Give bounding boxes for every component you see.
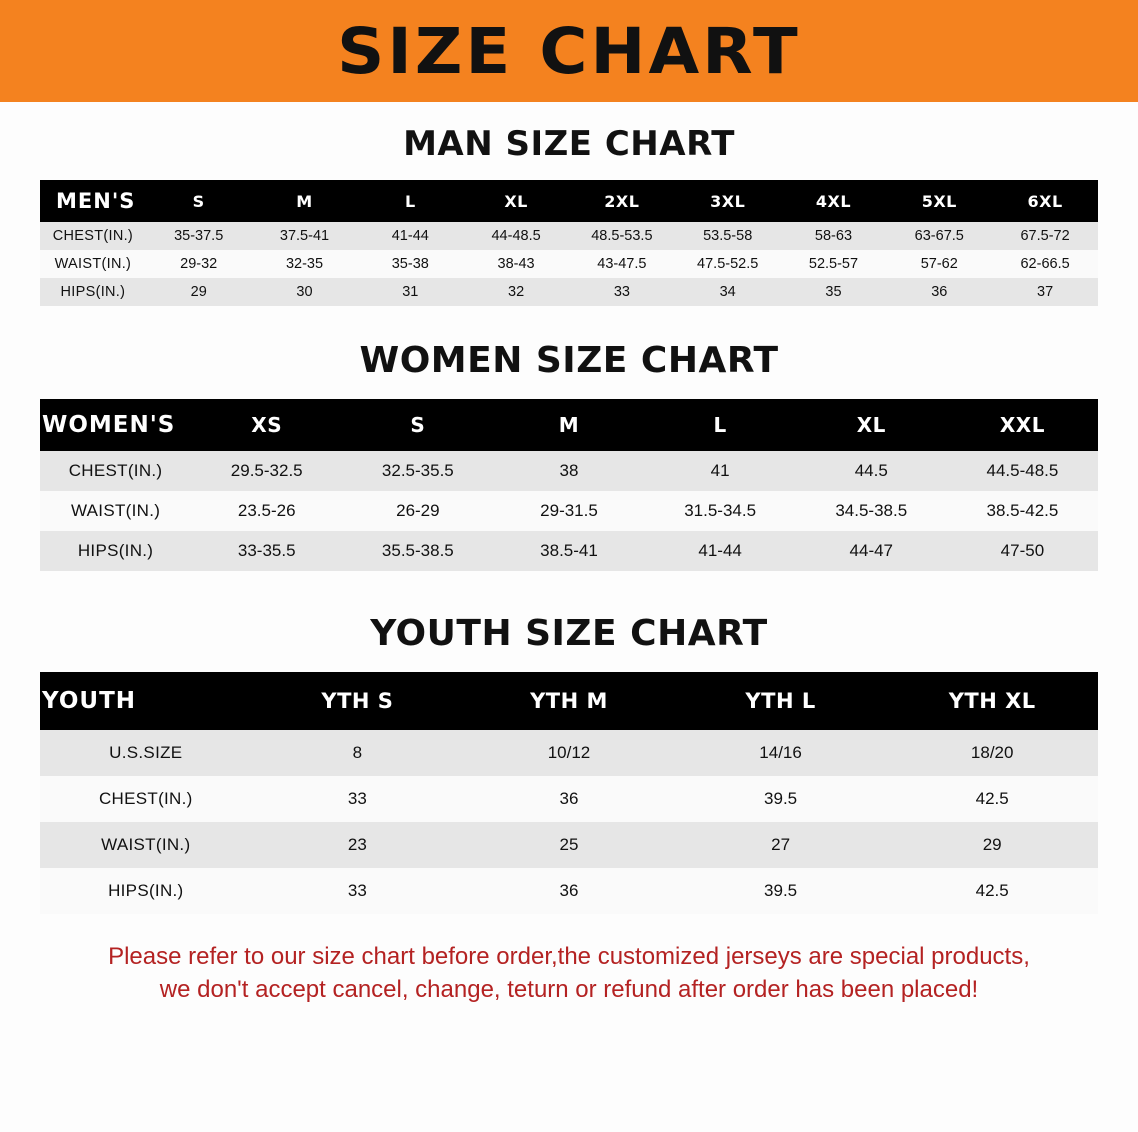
women-cell-2-4: 44-47 (849, 541, 894, 560)
women-size-table (40, 399, 1098, 571)
women-cell-1-5: 38.5-42.5 (986, 501, 1059, 520)
youth-section-heading: YOUTH SIZE CHART (370, 613, 768, 654)
women-cell-2-0: 33-35.5 (237, 541, 296, 560)
man-header-cell-4: XL (504, 191, 528, 211)
women-cell-0-4: 44.5 (854, 461, 888, 480)
man-header-cell-0: MEN'S (56, 189, 136, 213)
table-row (40, 730, 1098, 776)
man-cell-0-3: 44-48.5 (491, 228, 541, 244)
man-cell-1-3: 38-43 (497, 256, 535, 272)
youth-row-label-3: HIPS(IN.) (108, 881, 184, 900)
women-row-label-0: CHEST(IN.) (68, 461, 163, 480)
youth-cell-1-1: 36 (559, 789, 579, 808)
women-cell-1-0: 23.5-26 (237, 501, 296, 520)
man-header-cell-3: L (404, 191, 416, 211)
table-row (40, 222, 1098, 250)
page-title: SIZE CHART (337, 14, 801, 88)
man-cell-2-0: 29 (190, 284, 207, 300)
man-cell-0-7: 63-67.5 (914, 228, 964, 244)
man-cell-1-1: 32-35 (285, 256, 324, 272)
youth-header-cell-0: YOUTH (42, 688, 137, 714)
man-cell-1-5: 47.5-52.5 (697, 256, 759, 272)
women-cell-0-5: 44.5-48.5 (986, 461, 1059, 480)
man-size-table (40, 180, 1098, 306)
women-table-head (40, 399, 1098, 451)
man-cell-1-2: 35-38 (391, 256, 429, 272)
youth-cell-2-2: 27 (771, 835, 791, 854)
man-cell-0-8: 67.5-72 (1020, 228, 1070, 244)
man-header-cell-8: 5XL (921, 191, 957, 211)
man-cell-1-0: 29-32 (180, 256, 218, 272)
youth-cell-3-1: 36 (559, 881, 579, 900)
man-table-wrapper (40, 180, 1098, 306)
man-cell-0-1: 37.5-41 (279, 228, 330, 244)
man-cell-2-3: 32 (508, 284, 525, 300)
women-cell-2-3: 41-44 (698, 541, 742, 560)
man-table-body (40, 222, 1098, 306)
man-header-cell-9: 6XL (1027, 191, 1063, 211)
youth-header-cell-1: YTH S (321, 689, 394, 713)
youth-cell-0-3: 18/20 (970, 743, 1014, 762)
table-row (40, 822, 1098, 868)
table-row (40, 278, 1098, 306)
man-header-cell-2: M (296, 191, 313, 211)
man-row-label-0: CHEST(IN.) (52, 228, 134, 244)
youth-cell-3-2: 39.5 (764, 881, 798, 900)
women-header-cell-3: M (558, 413, 580, 437)
youth-cell-0-0: 8 (352, 743, 363, 762)
table-header-row (40, 180, 1098, 222)
man-cell-2-7: 36 (931, 284, 948, 300)
women-cell-0-0: 29.5-32.5 (230, 461, 303, 480)
women-row-label-2: HIPS(IN.) (77, 541, 154, 560)
youth-cell-1-0: 33 (347, 789, 367, 808)
man-cell-2-8: 37 (1037, 284, 1054, 300)
youth-cell-1-2: 39.5 (764, 789, 798, 808)
women-section-heading: WOMEN SIZE CHART (359, 340, 779, 381)
man-cell-0-6: 58-63 (814, 228, 853, 244)
table-row (40, 776, 1098, 822)
table-row (40, 451, 1098, 491)
youth-cell-0-2: 14/16 (759, 743, 802, 762)
youth-row-label-2: WAIST(IN.) (101, 835, 191, 854)
table-row (40, 531, 1098, 571)
man-cell-2-2: 31 (402, 284, 419, 300)
women-cell-2-1: 35.5-38.5 (381, 541, 454, 560)
man-section-heading: MAN SIZE CHART (403, 124, 735, 164)
women-cell-1-3: 31.5-34.5 (684, 501, 757, 520)
women-cell-1-4: 34.5-38.5 (835, 501, 908, 520)
man-header-cell-1: S (192, 191, 205, 211)
youth-cell-1-3: 42.5 (975, 789, 1009, 808)
disclaimer-note (34, 940, 1104, 1006)
man-row-label-1: WAIST(IN.) (54, 256, 132, 272)
women-table-body (40, 451, 1098, 571)
man-cell-1-4: 43-47.5 (597, 256, 647, 272)
women-header-cell-6: XXL (999, 413, 1045, 437)
youth-table-head (40, 672, 1098, 730)
man-cell-2-4: 33 (613, 284, 630, 300)
women-header-cell-0: WOMEN'S (42, 412, 176, 438)
women-table-wrapper (40, 399, 1098, 571)
man-header-cell-5: 2XL (604, 191, 640, 211)
disclaimer-line-1: Please refer to our size chart before order,the customized jerseys are special products, (108, 943, 1030, 970)
man-cell-0-0: 35-37.5 (174, 228, 224, 244)
women-header-cell-2: S (410, 413, 426, 437)
youth-cell-3-0: 33 (347, 881, 367, 900)
man-cell-2-6: 35 (825, 284, 842, 300)
youth-cell-0-1: 10/12 (547, 743, 591, 762)
man-cell-0-5: 53.5-58 (703, 228, 753, 244)
table-header-row (40, 399, 1098, 451)
women-cell-2-2: 38.5-41 (540, 541, 598, 560)
youth-cell-3-3: 42.5 (975, 881, 1009, 900)
women-header-cell-5: XL (856, 413, 886, 437)
man-table-head (40, 180, 1098, 222)
women-cell-0-1: 32.5-35.5 (381, 461, 454, 480)
man-row-label-2: HIPS(IN.) (60, 284, 126, 300)
youth-table-wrapper (40, 672, 1098, 914)
man-cell-0-4: 48.5-53.5 (591, 228, 653, 244)
youth-row-label-0: U.S.SIZE (109, 743, 183, 762)
youth-header-cell-2: YTH M (530, 689, 608, 713)
youth-header-cell-4: YTH XL (948, 689, 1036, 713)
man-header-cell-7: 4XL (815, 191, 852, 211)
women-header-cell-1: XS (251, 413, 283, 437)
youth-table-body (40, 730, 1098, 914)
youth-cell-2-3: 29 (982, 835, 1002, 854)
women-row-label-1: WAIST(IN.) (70, 501, 161, 520)
women-cell-0-3: 41 (710, 461, 730, 480)
women-cell-2-5: 47-50 (1000, 541, 1045, 560)
man-cell-1-8: 62-66.5 (1020, 256, 1070, 272)
man-cell-2-5: 34 (719, 284, 736, 300)
women-cell-1-1: 26-29 (396, 501, 440, 520)
man-cell-1-7: 57-62 (920, 256, 958, 272)
youth-cell-2-1: 25 (559, 835, 579, 854)
youth-row-label-1: CHEST(IN.) (98, 789, 193, 808)
table-row (40, 868, 1098, 914)
man-cell-2-1: 30 (296, 284, 313, 300)
youth-cell-2-0: 23 (347, 835, 367, 854)
youth-size-table (40, 672, 1098, 914)
youth-header-cell-3: YTH L (745, 689, 816, 713)
women-cell-1-2: 29-31.5 (540, 501, 598, 520)
man-cell-0-2: 41-44 (391, 228, 429, 244)
table-header-row (40, 672, 1098, 730)
table-row (40, 250, 1098, 278)
banner (0, 0, 1138, 102)
man-header-cell-6: 3XL (710, 191, 746, 211)
table-row (40, 491, 1098, 531)
women-header-cell-4: L (713, 413, 727, 437)
women-cell-0-2: 38 (559, 461, 579, 480)
disclaimer-line-2: we don't accept cancel, change, teturn or refund after order has been placed! (159, 976, 979, 1004)
man-cell-1-6: 52.5-57 (808, 256, 859, 272)
